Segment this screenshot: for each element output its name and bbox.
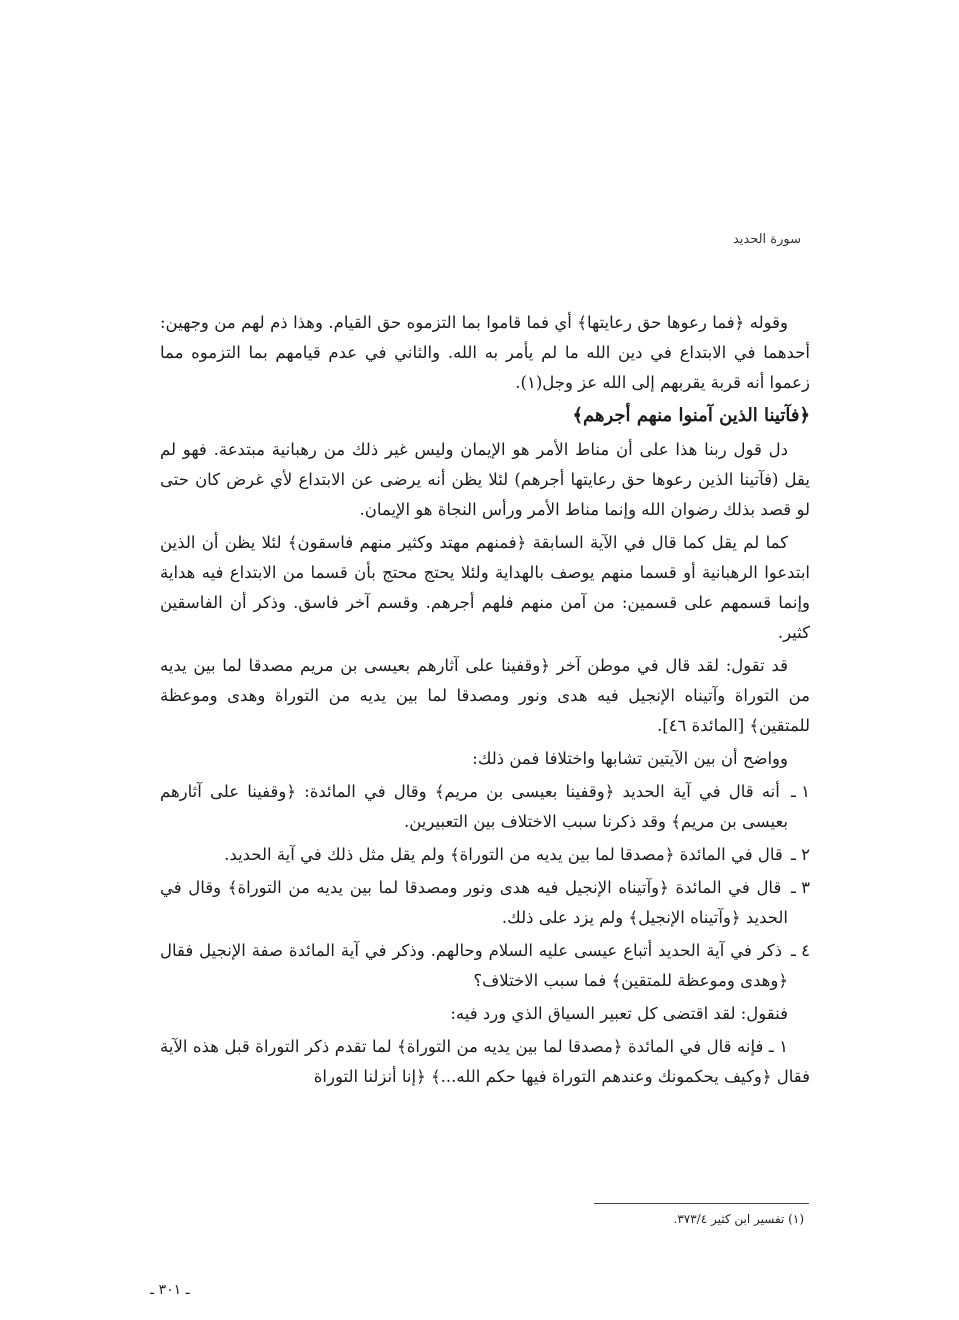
list-item bbox=[160, 936, 810, 996]
list-item-text: قال في المائدة ﴿وآتيناه الإنجيل فيه هدى ونور ومصدقا لما بين يديه من التوراة﴾ وقال في الحديد ﴿وآتيناه الإنجيل﴾ ولم يزد على ذلك. bbox=[160, 878, 788, 927]
paragraph: وقوله ﴿فما رعوها حق رعايتها﴾ أي فما قاموا بما التزموه حق القيام. وهذا ذم لهم من وجهين: أحدهما في الابتداع في دين الله ما لم يأمر به الله. والثاني في عدم قيامهم بما التزموه مما زعموا أنه قربة يقربهم إلى الله عز وجل(١). bbox=[160, 313, 810, 392]
paragraph: دل قول ربنا هذا على أن مناط الأمر هو الإيمان وليس غير ذلك من رهبانية مبتدعة. فهو لم يقل (فآتينا الذين رعوها حق رعايتها أجرهم) لئلا يظن أنه يرضى عن الابتداع لأي غرض كان حتى لو قصد بذلك رضوان الله وإنما مناط الأمر ورأس النجاة هو الإيمان. bbox=[160, 440, 810, 519]
page-number: ـ ٣٠١ ـ bbox=[150, 1282, 190, 1298]
running-header: سورة الحديد bbox=[732, 232, 801, 247]
list-item bbox=[160, 777, 810, 837]
list-item-text: أنه قال في آية الحديد ﴿وقفينا بعيسى بن مريم﴾ وقال في المائدة: ﴿وقفينا على آثارهم بعيسى بن مريم﴾ وقد ذكرنا سبب الاختلاف بين التعبيرين. bbox=[160, 782, 788, 831]
paragraph: قد تقول: لقد قال في موطن آخر ﴿وقفينا على آثارهم بعيسى بن مريم مصدقا لما بين يديه من التوراة وآتيناه الإنجيل فيه هدى ونور ومصدقا لما بين يديه من التوراة وهدى وموعظة للمتقين﴾ [المائدة ٤٦]. bbox=[160, 656, 810, 735]
list-item-text: قال في المائدة ﴿مصدقا لما بين يديه من التوراة﴾ ولم يقل مثل ذلك في آية الحديد. bbox=[224, 845, 783, 864]
paragraph: ١ ـ فإنه قال في المائدة ﴿مصدقا لما بين يديه من التوراة﴾ لما تقدم ذكر التوراة قبل هذه الآية فقال ﴿وكيف يحكمونك وعندهم التوراة فيها حكم الله...﴾ ﴿إنا أنزلنا التوراة bbox=[160, 1037, 810, 1086]
paragraph: كما لم يقل كما قال في الآية السابقة ﴿فمنهم مهتد وكثير منهم فاسقون﴾ لئلا يظن أن الذين ابتدعوا الرهبانية أو قسما منهم يوصف بالهداية ولئلا يحتج محتج بأن قسما من الابتداع فيه هداية وإنما قسمهم على قسمين: من آمن منهم فلهم أجرهم. وقسم آخر فاسق. وذكر أن الفاسقين كثير. bbox=[160, 533, 810, 642]
list-item-number: ١ ـ bbox=[791, 782, 811, 801]
list-item-text: ذكر في آية الحديد أتباع عيسى عليه السلام وحالهم. وذكر في آية المائدة صفة الإنجيل فقال ﴿وهدى وموعظة للمتقين﴾ فما سبب الاختلاف؟ bbox=[160, 941, 788, 990]
footnote-divider bbox=[594, 1203, 809, 1204]
paragraph: وواضح أن بين الآيتين تشابها واختلافا فمن ذلك: bbox=[472, 749, 788, 768]
verse-heading: ﴿فآتينا الذين آمنوا منهم أجرهم﴾ bbox=[572, 405, 810, 426]
list-item-number: ٣ ـ bbox=[791, 878, 810, 897]
body-text bbox=[160, 308, 810, 1095]
list-item-number: ٤ ـ bbox=[791, 941, 811, 960]
list-item-number: ٢ ـ bbox=[791, 845, 810, 864]
paragraph: فنقول: لقد اقتضى كل تعبير السياق الذي ورد فيه: bbox=[450, 1004, 788, 1023]
footnote: (١) تفسير ابن كثير ٣٧٣/٤. bbox=[673, 1212, 804, 1226]
list-item bbox=[160, 840, 810, 870]
list-item bbox=[160, 873, 810, 933]
